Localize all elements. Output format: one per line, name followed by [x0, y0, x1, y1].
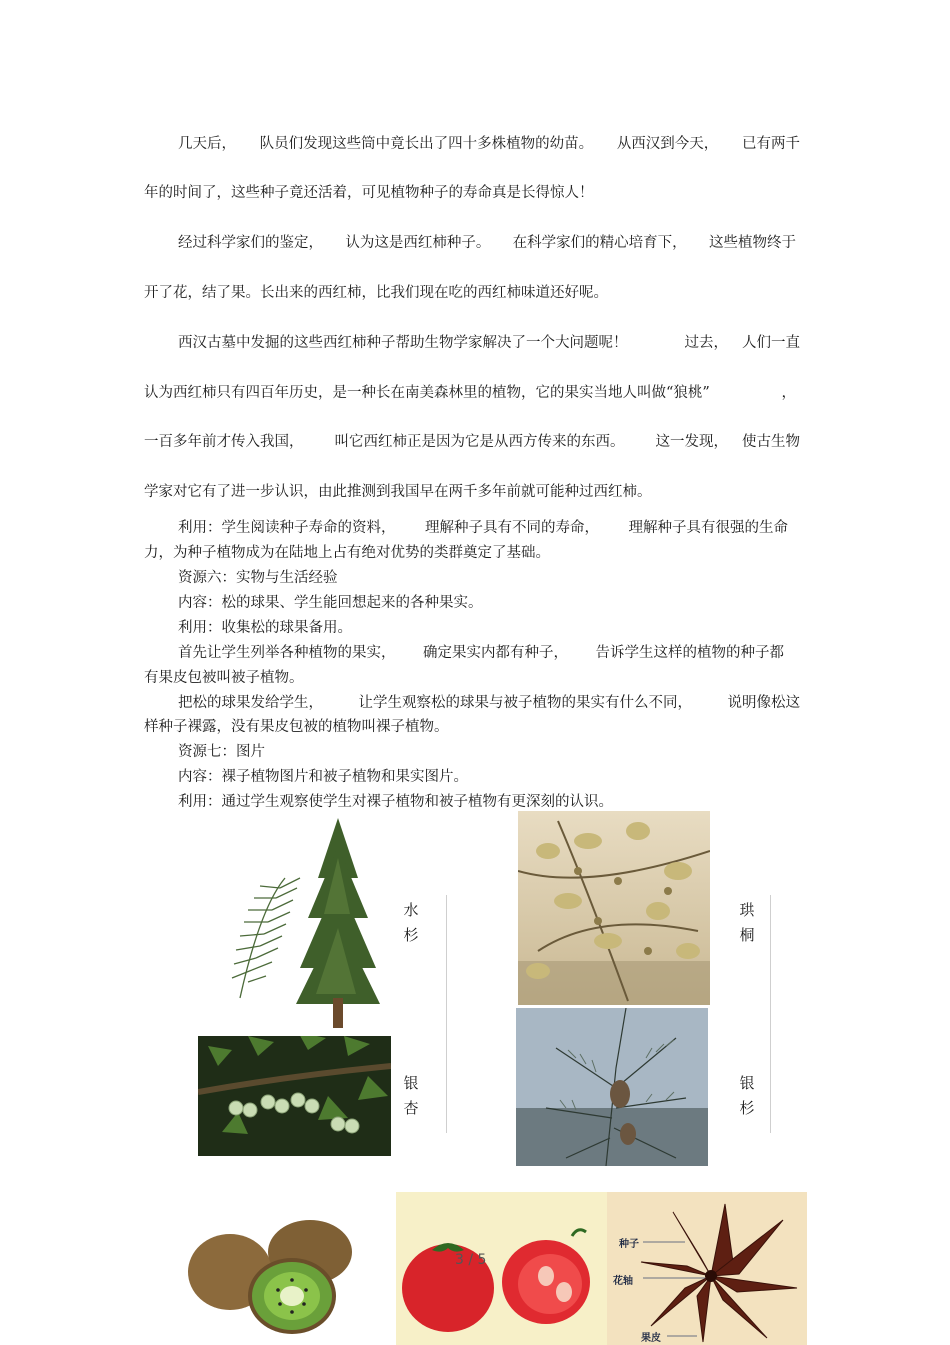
- tomato-image: [396, 1192, 607, 1345]
- label-cathaya: 银杉: [739, 1074, 755, 1117]
- resource7-content: 内容：裸子植物图片和被子植物和果实图片。: [178, 769, 468, 785]
- label-ginkgo: 银杏: [403, 1074, 419, 1117]
- text-seg: 人们一直: [742, 335, 800, 351]
- text-seg: 已有两千: [741, 136, 800, 152]
- step2-line1: [178, 693, 800, 713]
- dove-tree-image: [518, 811, 710, 1005]
- para3-line4: 学家对它有了进一步认识，由此推测到我国早在两千多年前就可能种过西红柿。: [144, 484, 652, 500]
- text-seg: 队员们发现这些筒中竟长出了四十多株植物的幼苗。: [259, 136, 594, 152]
- step2-line2: 样种子裸露，没有果皮包被的植物叫裸子植物。: [144, 719, 449, 735]
- label-anise-peel: 果皮: [641, 1333, 661, 1344]
- step1-line1: [178, 643, 784, 663]
- cathaya-image: [516, 1008, 708, 1166]
- resource7-heading: 资源七：图片: [178, 744, 265, 760]
- resource6-content: 内容：松的球果、学生能回想起来的各种果实。: [178, 595, 483, 611]
- use1-line2: 力，为种子植物成为在陆地上占有绝对优势的类群奠定了基础。: [144, 545, 550, 561]
- ginkgo-image: [198, 1036, 391, 1156]
- text-seg: 一百多年前才传入我国，: [144, 434, 304, 450]
- kiwi-image: [182, 1192, 395, 1345]
- resource7-use: 利用：通过学生观察使学生对裸子植物和被子植物有更深刻的认识。: [178, 794, 613, 810]
- use1-line1: [178, 518, 788, 538]
- text-seg: 经过科学家们的鉴定，: [178, 235, 323, 251]
- text-seg: 在科学家们的精心培育下，: [512, 235, 687, 251]
- para3-line1: [178, 333, 800, 353]
- text-seg: 确定果实内都有种子，: [423, 645, 568, 661]
- text-seg: 从西汉到今天，: [616, 136, 719, 152]
- metasequoia-image: [200, 818, 392, 1030]
- text-seg: 这些植物终于: [708, 235, 796, 251]
- para3-line2: [144, 383, 796, 403]
- text-seg: 利用：学生阅读种子寿命的资料，: [178, 520, 396, 536]
- label-metasequoia: 水杉: [403, 901, 419, 944]
- para3-line3: [144, 432, 800, 452]
- text-seg: 让学生观察松的球果与被子植物的果实有什么不同，: [358, 695, 692, 711]
- page-number: 3 / 5: [455, 1252, 487, 1268]
- label-anise-axis: 花轴: [613, 1276, 633, 1287]
- text-seg: 把松的球果发给学生，: [178, 695, 323, 711]
- label-dove-tree: 珙桐: [739, 901, 755, 944]
- text-seg: 叫它西红柿正是因为它是从西方传来的东西。: [334, 434, 625, 450]
- text-seg: 理解种子具有很强的生命: [628, 520, 788, 536]
- star-anise-image: [607, 1192, 807, 1345]
- resource6-use: 利用：收集松的球果备用。: [178, 620, 352, 636]
- text-seg: 过去，: [684, 335, 728, 351]
- para2-line2: 开了花，结了果。长出来的西红柿，比我们现在吃的西红柿味道还好呢。: [144, 285, 608, 301]
- text-seg: 理解种子具有不同的寿命，: [425, 520, 599, 536]
- para1-line1: [178, 134, 800, 154]
- divider-left: [446, 895, 447, 1133]
- text-seg: 西汉古墓中发掘的这些西红柿种子帮助生物学家解决了一个大问题呢！: [178, 335, 628, 351]
- step1-line2: 有果皮包被叫被子植物。: [144, 670, 304, 686]
- text-seg: 首先让学生列举各种植物的果实，: [178, 645, 396, 661]
- text-seg: 使古生物: [742, 434, 800, 450]
- text-seg: 认为西红柿只有四百年历史，是一种长在南美森林里的植物，它的果实当地人叫做“狼桃”: [144, 385, 710, 401]
- para2-line1: [178, 233, 796, 253]
- divider-right: [770, 895, 771, 1133]
- text-seg: ，: [781, 385, 796, 401]
- text-seg: 几天后，: [178, 136, 236, 152]
- label-anise-seed: 种子: [619, 1239, 639, 1250]
- text-seg: 说明像松这: [727, 695, 800, 711]
- text-seg: 认为这是西红柿种子。: [345, 235, 491, 251]
- text-seg: 这一发现，: [655, 434, 728, 450]
- text-seg: 告诉学生这样的植物的种子都: [595, 645, 784, 661]
- resource6-heading: 资源六：实物与生活经验: [178, 570, 338, 586]
- para1-line2: 年的时间了，这些种子竟还活着，可见植物种子的寿命真是长得惊人！: [144, 185, 594, 201]
